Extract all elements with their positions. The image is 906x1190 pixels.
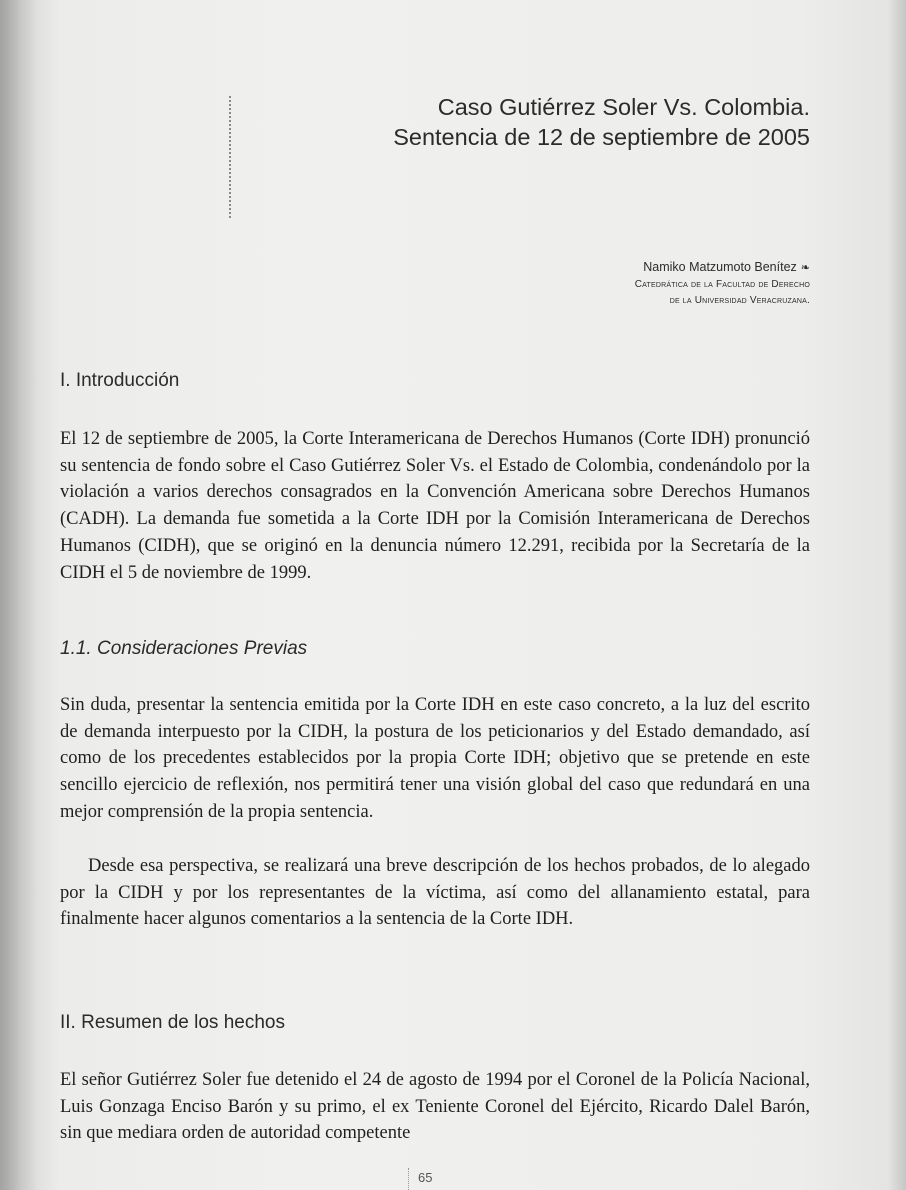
ornament-icon: ❧ [800, 262, 810, 274]
binding-shadow [0, 0, 38, 1190]
paragraph-resumen: El señor Gutiérrez Soler fue detenido el 24 de agosto de 1994 por el Coronel de la Policía Nacional, Luis Gonzaga Enciso Barón y su primo, el ex Teniente Coronel del Ejército, Ricardo Dalel Barón, sin que mediara orden de autoridad competente [60, 1070, 810, 1144]
page-edge-shadow [888, 0, 906, 1190]
title-line-1: Caso Gutiérrez Soler Vs. Colombia. [437, 94, 810, 120]
section-heading-introduccion: I. Introducción [60, 370, 180, 391]
paragraph-consideraciones: Sin duda, presentar la sentencia emitida por la Corte IDH en este caso concreto, a la luz del escrito de demanda interpuesto por la CIDH, la postura de los peticionarios y del Estado demandado, así como de los precedentes establecidos por la propia Corte IDH; objetivo que se pretende en este sencillo ejercicio de reflexión, nos permitirá tener una visión global del caso que redundará en una mejor comprensión de la propia sentencia. [60, 695, 810, 822]
author-name: Namiko Matzumoto Benítez [643, 260, 797, 274]
title-line-2: Sentencia de 12 de septiembre de 2005 [393, 124, 810, 150]
subsection-heading-consideraciones: 1.1. Consideraciones Previas [60, 638, 308, 659]
author-affiliation-1: Catedrática de la Facultad de Derecho [634, 279, 810, 290]
page-number-rule [408, 1168, 409, 1190]
section-heading-resumen: II. Resumen de los hechos [60, 1012, 285, 1033]
author-block [410, 258, 810, 309]
page-number: 65 [418, 1170, 433, 1185]
author-affiliation-2: de la Universidad Veracruzana. [669, 295, 810, 306]
author-name-line [410, 258, 810, 277]
paragraph-intro: El 12 de septiembre de 2005, la Corte Interamericana de Derechos Humanos (Corte IDH) pronunció su sentencia de fondo sobre el Caso Gutiérrez Soler Vs. el Estado de Colombia, condenándolo por la violación a varios derechos consagrados en la Convención Americana sobre Derechos Humanos (CADH). La demanda fue sometida a la Corte IDH por la Comisión Interamericana de Derechos Humanos (CIDH), que se originó en la denuncia número 12.291, recibida por la Secretaría de la CIDH el 5 de noviembre de 1999. [60, 429, 810, 583]
article-title [250, 92, 810, 152]
title-dotted-rule [229, 96, 231, 218]
paragraph-perspectiva: Desde esa perspectiva, se realizará una breve descripción de los hechos probados, de lo alegado por la CIDH y por los representantes de la víctima, así como del allanamiento estatal, para finalmente hacer algunos comentarios a la sentencia de la Corte IDH. [60, 856, 810, 930]
